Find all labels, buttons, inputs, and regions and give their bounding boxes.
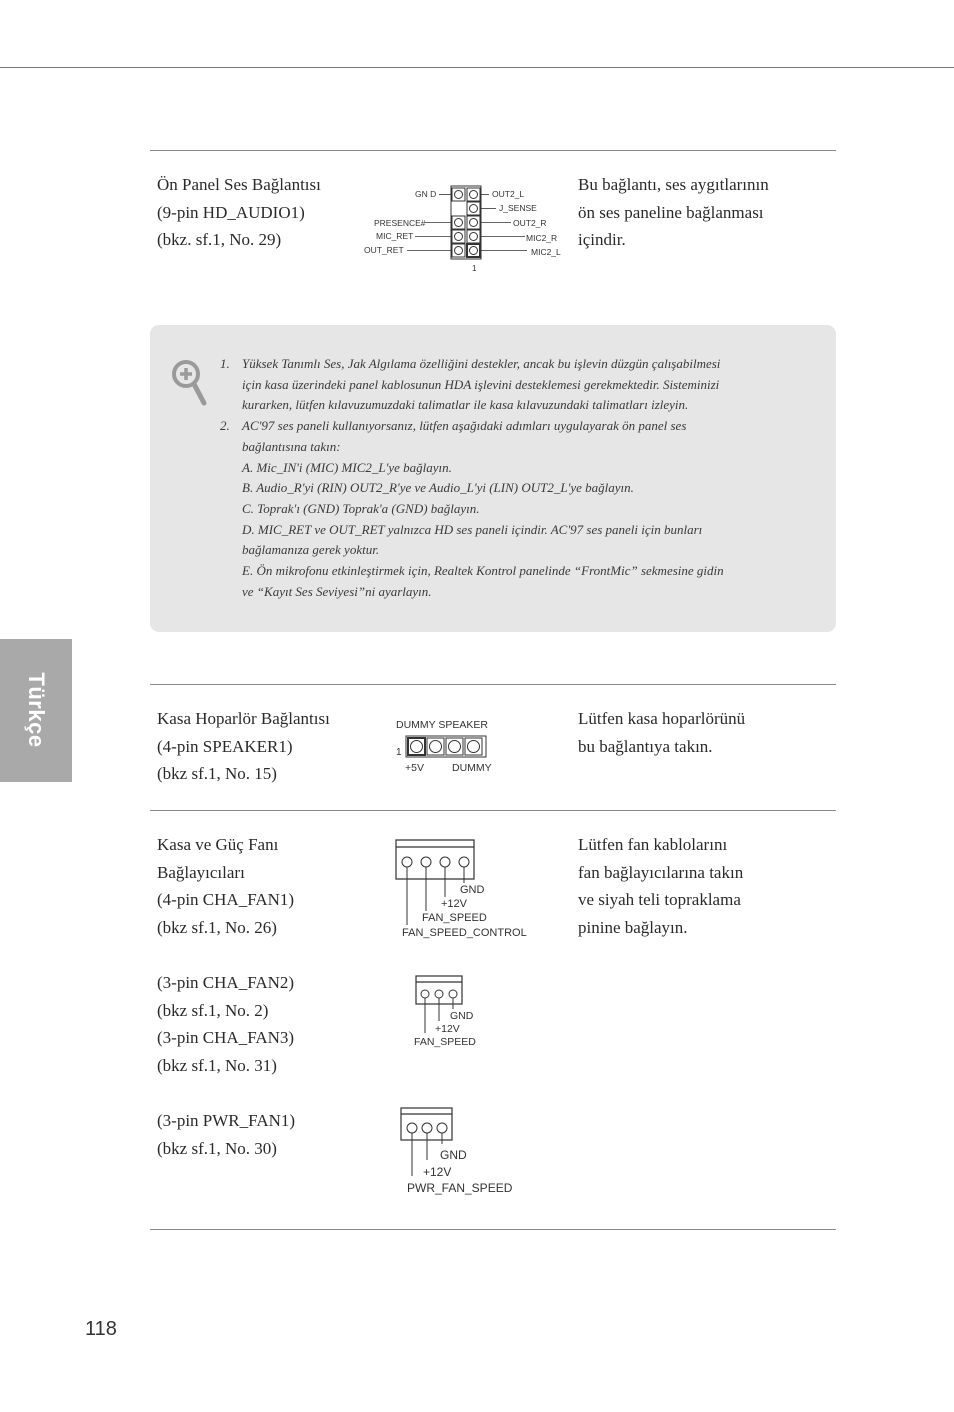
- pin-one-marker: 1: [472, 264, 477, 273]
- fan1-speed-label: FAN_SPEED: [422, 912, 487, 924]
- section-divider: [150, 684, 836, 685]
- speaker-title-line: (4-pin SPEAKER1): [157, 736, 293, 756]
- magnifier-plus-icon: [170, 357, 210, 407]
- fan-title-line: Kasa ve Güç Fanı: [157, 835, 279, 854]
- speaker-connector-title: [157, 705, 330, 788]
- pin-label-presence: PRESENCE#: [374, 218, 426, 228]
- pwr-fan-title: [157, 1107, 295, 1162]
- fan3-speed-label: FAN_SPEED: [414, 1036, 476, 1048]
- audio-connector-description: [578, 171, 769, 254]
- pin-one-marker: 1: [396, 747, 402, 758]
- pin-label-j-sense: J_SENSE: [499, 203, 537, 213]
- fan-title-line: (3-pin PWR_FAN1): [157, 1111, 296, 1130]
- cha-fan-3pin-diagram: [408, 973, 508, 1051]
- audio-description-line: içindir.: [578, 230, 626, 249]
- fan-description-line: ve siyah teli topraklama: [578, 890, 741, 909]
- fan3-12v-label: +12V: [435, 1023, 460, 1035]
- fan3-gnd-label: GND: [450, 1010, 474, 1022]
- fan1-gnd-label: GND: [460, 884, 485, 896]
- note-line: için kasa üzerindeki panel kablosunun HDA işlevini desteklemesi gerekmektedir. Sisteminizi: [242, 376, 720, 392]
- fan-description-line: Lütfen fan kablolarını: [578, 835, 728, 854]
- fan-title-line: (bkz sf.1, No. 26): [157, 917, 277, 937]
- section-divider: [150, 810, 836, 811]
- pin-label-mic2-l: MIC2_L: [531, 247, 561, 257]
- pin-label-mic-ret: MIC_RET: [376, 231, 414, 241]
- pwr-12v-label: +12V: [423, 1165, 452, 1179]
- note-line: D. MIC_RET ve OUT_RET yalnızca HD ses paneli içindir. AC'97 ses paneli için bunları: [242, 521, 703, 537]
- note-item-number: 1.: [220, 356, 230, 371]
- note-line: C. Toprak'ı (GND) Toprak'a (GND) bağlayın.: [242, 500, 480, 516]
- fan1-speed-control-label: FAN_SPEED_CONTROL: [402, 927, 527, 939]
- language-side-tab: [0, 639, 72, 782]
- note-line: AC'97 ses paneli kullanıyorsanız, lütfen aşağıdaki adımları uygulayarak ön panel ses: [242, 418, 687, 434]
- pin-label-mic2-r: MIC2_R: [526, 233, 558, 243]
- hd-audio-pin-diagram: [355, 180, 575, 280]
- cha-fan-3pin-title: [157, 969, 294, 1079]
- note-line: B. Audio_R'yi (RIN) OUT2_R'ye ve Audio_L'yi (LIN) OUT2_L'ye bağlayın.: [242, 480, 634, 496]
- speaker-5v-label: +5V: [405, 762, 424, 774]
- speaker-title-line: (bkz sf.1, No. 15): [157, 764, 277, 783]
- fan-connector-title: [157, 831, 294, 941]
- fan-title-line: Bağlayıcıları: [157, 862, 245, 882]
- audio-title-line: Ön Panel Ses Bağlantısı: [157, 175, 321, 194]
- speaker-title-line: Kasa Hoparlör Bağlantısı: [157, 709, 330, 728]
- note-line: Yüksek Tanımlı Ses, Jak Algılama özelliğini destekler, ancak bu işlevin düzgün çalışabilmesi: [242, 356, 721, 371]
- note-line: bağlamanıza gerek yoktur.: [242, 542, 380, 558]
- pin-label-gnd: GN D: [415, 189, 437, 199]
- pwr-speed-label: PWR_FAN_SPEED: [407, 1181, 513, 1195]
- pin-label-out2-r: OUT2_R: [513, 218, 547, 228]
- note-line: kurarken, lütfen kılavuzumuzdaki talimatlar ile kasa kılavuzundaki talimatları izleyin.: [242, 397, 689, 413]
- fan-title-line: (3-pin CHA_FAN2): [157, 973, 295, 992]
- fan-title-line: (4-pin CHA_FAN1): [157, 890, 295, 909]
- pin-label-out2-l: OUT2_L: [492, 189, 525, 199]
- language-tab-label: Türkçe: [24, 672, 49, 748]
- pwr-gnd-label: GND: [440, 1148, 467, 1162]
- audio-connector-title: [157, 171, 321, 254]
- note-line: A. Mic_IN'i (MIC) MIC2_L'ye bağlayın.: [242, 459, 452, 475]
- speaker-description-line: bu bağlantıya takın.: [578, 736, 713, 756]
- audio-description-line: Bu bağlantı, ses aygıtlarının: [578, 175, 769, 194]
- cha-fan1-4pin-diagram: [395, 837, 555, 942]
- speaker-pin-diagram: [390, 712, 520, 777]
- speaker-connector-description: [578, 705, 745, 760]
- header-rule: [0, 67, 954, 68]
- audio-description-line: ön ses paneline bağlanması: [578, 202, 764, 222]
- section-divider: [150, 1229, 836, 1230]
- audio-title-line: (9-pin HD_AUDIO1): [157, 202, 305, 222]
- note-line: E. Ön mikrofonu etkinleştirmek için, Realtek Kontrol panelinde “FrontMic” sekmesine gidin: [242, 563, 724, 579]
- pwr-fan-3pin-diagram: [398, 1104, 528, 1196]
- note-line: bağlantısına takın:: [242, 438, 341, 454]
- fan-title-line: (bkz sf.1, No. 31): [157, 1055, 277, 1075]
- fan-title-line: (bkz sf.1, No. 2): [157, 1000, 269, 1020]
- speaker-top-label: DUMMY SPEAKER: [396, 719, 488, 731]
- speaker-dummy-label: DUMMY: [452, 762, 492, 774]
- fan-description-line: fan bağlayıcılarına takın: [578, 862, 744, 882]
- note-box: [150, 325, 836, 632]
- section-divider: [150, 150, 836, 151]
- audio-title-line: (bkz. sf.1, No. 29): [157, 230, 282, 249]
- fan-description-line: pinine bağlayın.: [578, 917, 688, 937]
- note-item-number: 2.: [220, 418, 230, 434]
- note-line: ve “Kayıt Ses Seviyesi”ni ayarlayın.: [242, 583, 432, 599]
- fan1-12v-label: +12V: [441, 898, 467, 910]
- fan-title-line: (bkz sf.1, No. 30): [157, 1138, 277, 1158]
- speaker-description-line: Lütfen kasa hoparlörünü: [578, 709, 746, 728]
- page-number: 118: [85, 1318, 117, 1340]
- note-text: [220, 354, 820, 602]
- fan-connector-description: [578, 831, 743, 941]
- fan-title-line: (3-pin CHA_FAN3): [157, 1028, 295, 1047]
- pin-label-out-ret: OUT_RET: [364, 245, 404, 255]
